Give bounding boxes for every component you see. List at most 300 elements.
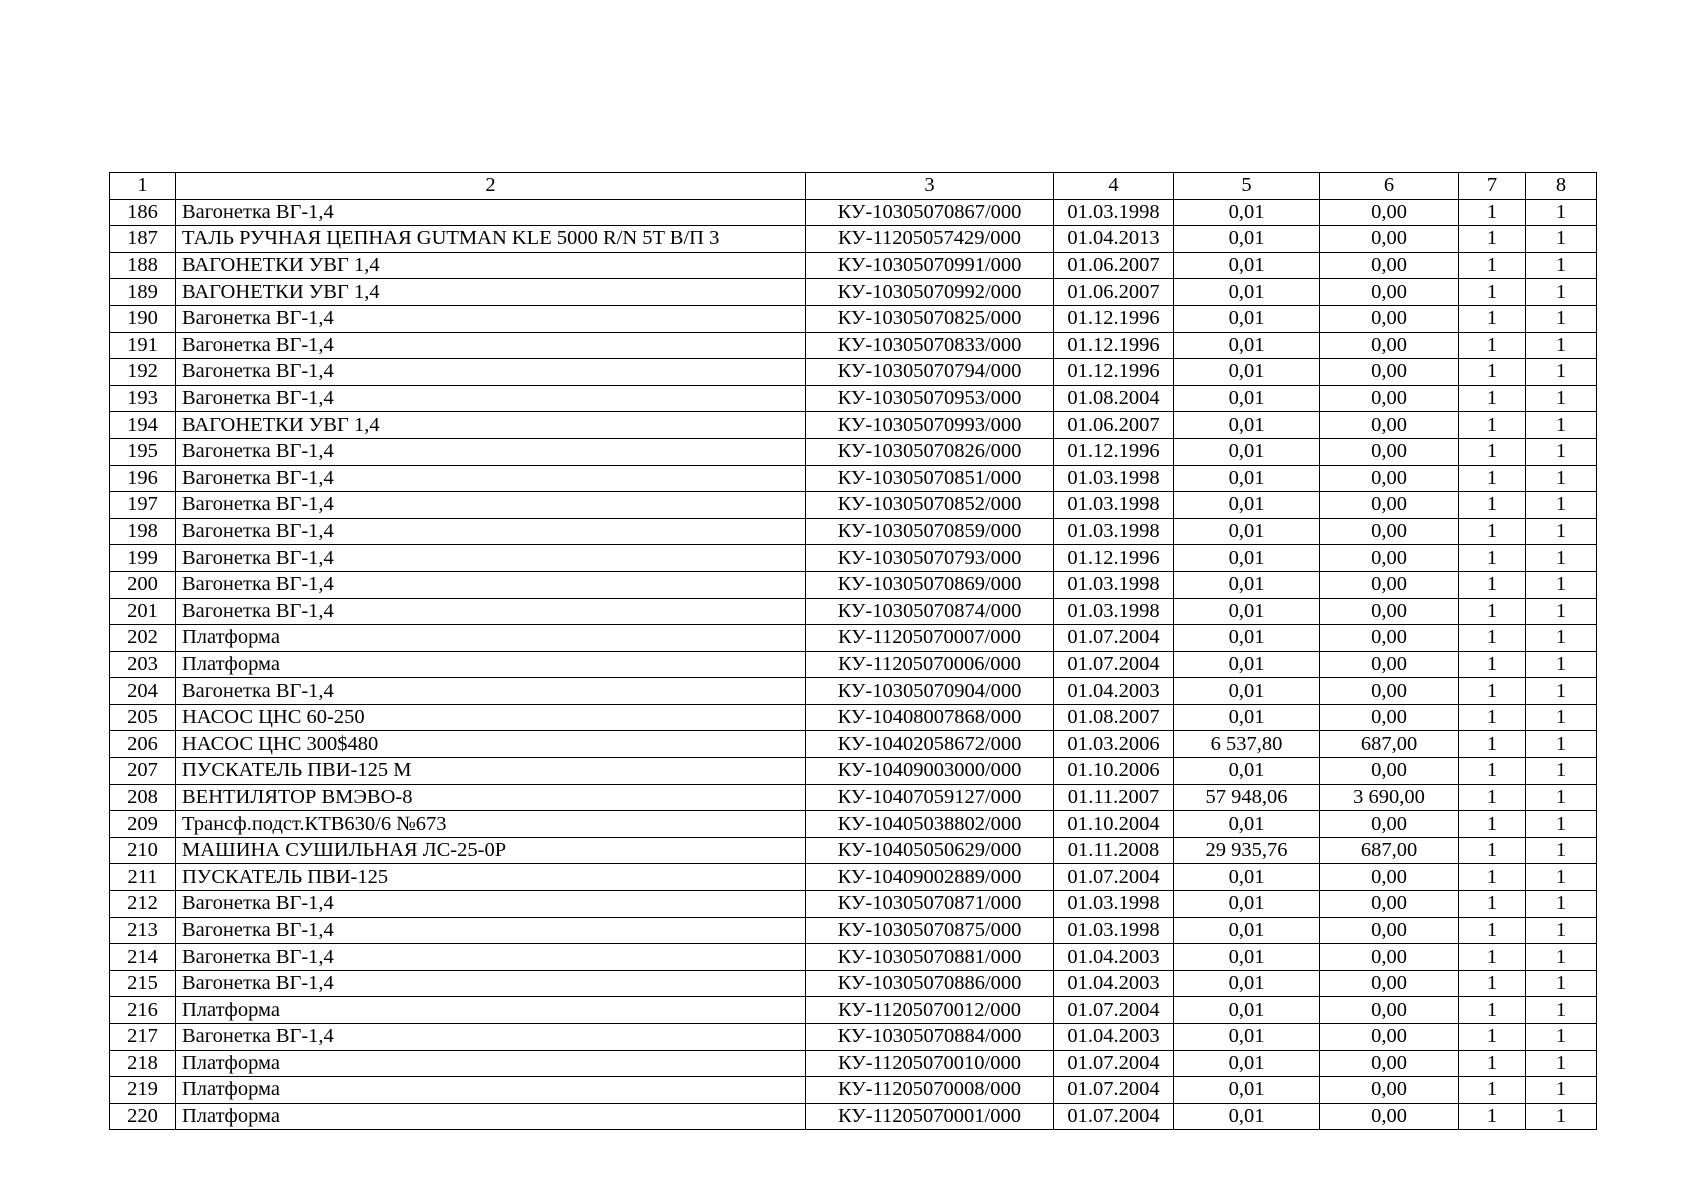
cell-residual-cost: 0,00 (1320, 970, 1459, 997)
cell-initial-cost: 0,01 (1174, 305, 1320, 332)
cell-item-name: Платформа (176, 651, 806, 678)
cell-residual-cost: 3 690,00 (1320, 784, 1459, 811)
cell-item-name: Вагонетка ВГ-1,4 (176, 944, 806, 971)
cell-initial-cost: 0,01 (1174, 438, 1320, 465)
cell-item-name: ПУСКАТЕЛЬ ПВИ-125 М (176, 758, 806, 785)
cell-quantity: 1 (1459, 332, 1526, 359)
cell-inventory-code: КУ-10405050629/000 (806, 837, 1054, 864)
cell-row-number: 219 (110, 1077, 176, 1104)
cell-item-name: ВЕНТИЛЯТОР ВМЭВО-8 (176, 784, 806, 811)
cell-residual-cost: 0,00 (1320, 279, 1459, 306)
cell-date: 01.06.2007 (1054, 252, 1174, 279)
column-header: 2 (176, 173, 806, 200)
cell-row-number: 186 (110, 199, 176, 226)
cell-item-name: Платформа (176, 625, 806, 652)
cell-quantity: 1 (1459, 1024, 1526, 1051)
table-row (110, 545, 1597, 572)
cell-quantity-actual: 1 (1526, 864, 1597, 891)
column-header: 1 (110, 173, 176, 200)
cell-row-number: 220 (110, 1103, 176, 1130)
table-row (110, 598, 1597, 625)
table-body (110, 199, 1597, 1130)
cell-date: 01.04.2013 (1054, 226, 1174, 253)
cell-row-number: 196 (110, 465, 176, 492)
table-row (110, 784, 1597, 811)
cell-initial-cost: 0,01 (1174, 279, 1320, 306)
cell-row-number: 213 (110, 917, 176, 944)
cell-item-name: Вагонетка ВГ-1,4 (176, 438, 806, 465)
cell-quantity: 1 (1459, 545, 1526, 572)
cell-item-name: НАСОС ЦНС 300$480 (176, 731, 806, 758)
table-row (110, 651, 1597, 678)
cell-inventory-code: КУ-11205057429/000 (806, 226, 1054, 253)
cell-quantity: 1 (1459, 226, 1526, 253)
cell-quantity: 1 (1459, 784, 1526, 811)
cell-initial-cost: 0,01 (1174, 1024, 1320, 1051)
cell-residual-cost: 0,00 (1320, 252, 1459, 279)
cell-date: 01.06.2007 (1054, 412, 1174, 439)
cell-row-number: 205 (110, 704, 176, 731)
cell-quantity-actual: 1 (1526, 944, 1597, 971)
table-row (110, 1024, 1597, 1051)
cell-date: 01.03.1998 (1054, 571, 1174, 598)
column-header: 3 (806, 173, 1054, 200)
cell-date: 01.12.1996 (1054, 545, 1174, 572)
cell-quantity-actual: 1 (1526, 305, 1597, 332)
cell-item-name: Трансф.подст.КТВ630/6 №673 (176, 811, 806, 838)
table-row (110, 305, 1597, 332)
inventory-table (109, 172, 1597, 1130)
cell-inventory-code: КУ-10305070884/000 (806, 1024, 1054, 1051)
cell-initial-cost: 6 537,80 (1174, 731, 1320, 758)
cell-residual-cost: 0,00 (1320, 997, 1459, 1024)
cell-quantity-actual: 1 (1526, 731, 1597, 758)
cell-quantity-actual: 1 (1526, 970, 1597, 997)
table-row (110, 891, 1597, 918)
cell-inventory-code: КУ-10305070874/000 (806, 598, 1054, 625)
table-row (110, 864, 1597, 891)
cell-residual-cost: 0,00 (1320, 891, 1459, 918)
cell-item-name: НАСОС ЦНС 60-250 (176, 704, 806, 731)
cell-residual-cost: 687,00 (1320, 837, 1459, 864)
cell-item-name: Платформа (176, 1050, 806, 1077)
cell-item-name: Вагонетка ВГ-1,4 (176, 891, 806, 918)
cell-initial-cost: 0,01 (1174, 492, 1320, 519)
cell-item-name: Платформа (176, 997, 806, 1024)
cell-item-name: Вагонетка ВГ-1,4 (176, 518, 806, 545)
cell-residual-cost: 0,00 (1320, 412, 1459, 439)
cell-inventory-code: КУ-10407059127/000 (806, 784, 1054, 811)
cell-initial-cost: 0,01 (1174, 1077, 1320, 1104)
cell-item-name: ВАГОНЕТКИ УВГ 1,4 (176, 412, 806, 439)
cell-row-number: 187 (110, 226, 176, 253)
table-row (110, 944, 1597, 971)
cell-date: 01.04.2003 (1054, 1024, 1174, 1051)
cell-quantity: 1 (1459, 944, 1526, 971)
cell-quantity: 1 (1459, 917, 1526, 944)
cell-initial-cost: 29 935,76 (1174, 837, 1320, 864)
cell-inventory-code: КУ-10305070852/000 (806, 492, 1054, 519)
cell-inventory-code: КУ-10305070833/000 (806, 332, 1054, 359)
cell-inventory-code: КУ-10305070825/000 (806, 305, 1054, 332)
cell-initial-cost: 0,01 (1174, 704, 1320, 731)
table-row (110, 332, 1597, 359)
cell-date: 01.12.1996 (1054, 438, 1174, 465)
cell-inventory-code: КУ-10305070991/000 (806, 252, 1054, 279)
cell-item-name: Вагонетка ВГ-1,4 (176, 465, 806, 492)
cell-date: 01.03.1998 (1054, 492, 1174, 519)
column-header: 7 (1459, 173, 1526, 200)
cell-inventory-code: КУ-10305070875/000 (806, 917, 1054, 944)
cell-quantity: 1 (1459, 758, 1526, 785)
cell-quantity-actual: 1 (1526, 571, 1597, 598)
cell-quantity-actual: 1 (1526, 359, 1597, 386)
cell-residual-cost: 0,00 (1320, 305, 1459, 332)
cell-initial-cost: 0,01 (1174, 598, 1320, 625)
cell-quantity-actual: 1 (1526, 199, 1597, 226)
cell-quantity-actual: 1 (1526, 784, 1597, 811)
cell-quantity-actual: 1 (1526, 412, 1597, 439)
cell-quantity: 1 (1459, 704, 1526, 731)
cell-row-number: 214 (110, 944, 176, 971)
cell-row-number: 201 (110, 598, 176, 625)
cell-inventory-code: КУ-10305070953/000 (806, 385, 1054, 412)
cell-item-name: Вагонетка ВГ-1,4 (176, 305, 806, 332)
cell-date: 01.10.2004 (1054, 811, 1174, 838)
cell-quantity: 1 (1459, 625, 1526, 652)
cell-item-name: МАШИНА СУШИЛЬНАЯ ЛС-25-0Р (176, 837, 806, 864)
cell-initial-cost: 0,01 (1174, 651, 1320, 678)
cell-inventory-code: КУ-10402058672/000 (806, 731, 1054, 758)
cell-inventory-code: КУ-10305070851/000 (806, 465, 1054, 492)
cell-date: 01.11.2008 (1054, 837, 1174, 864)
cell-inventory-code: КУ-10305070794/000 (806, 359, 1054, 386)
cell-item-name: Вагонетка ВГ-1,4 (176, 678, 806, 705)
cell-quantity-actual: 1 (1526, 837, 1597, 864)
table-row (110, 758, 1597, 785)
cell-quantity: 1 (1459, 731, 1526, 758)
table-row (110, 678, 1597, 705)
table-row (110, 731, 1597, 758)
cell-residual-cost: 0,00 (1320, 1024, 1459, 1051)
cell-item-name: ВАГОНЕТКИ УВГ 1,4 (176, 279, 806, 306)
cell-quantity: 1 (1459, 1077, 1526, 1104)
cell-initial-cost: 0,01 (1174, 678, 1320, 705)
cell-date: 01.03.1998 (1054, 518, 1174, 545)
table-row (110, 385, 1597, 412)
cell-date: 01.08.2004 (1054, 385, 1174, 412)
cell-item-name: Вагонетка ВГ-1,4 (176, 385, 806, 412)
cell-quantity: 1 (1459, 571, 1526, 598)
cell-quantity-actual: 1 (1526, 252, 1597, 279)
cell-item-name: Вагонетка ВГ-1,4 (176, 970, 806, 997)
cell-quantity-actual: 1 (1526, 1077, 1597, 1104)
table-row (110, 518, 1597, 545)
cell-row-number: 200 (110, 571, 176, 598)
cell-initial-cost: 0,01 (1174, 571, 1320, 598)
cell-quantity: 1 (1459, 837, 1526, 864)
cell-row-number: 208 (110, 784, 176, 811)
table-row (110, 837, 1597, 864)
table-row (110, 917, 1597, 944)
cell-inventory-code: КУ-10305070992/000 (806, 279, 1054, 306)
cell-initial-cost: 0,01 (1174, 412, 1320, 439)
cell-inventory-code: КУ-11205070007/000 (806, 625, 1054, 652)
cell-item-name: Платформа (176, 1103, 806, 1130)
cell-residual-cost: 0,00 (1320, 518, 1459, 545)
cell-quantity-actual: 1 (1526, 1024, 1597, 1051)
cell-residual-cost: 0,00 (1320, 1077, 1459, 1104)
cell-initial-cost: 0,01 (1174, 944, 1320, 971)
cell-date: 01.04.2003 (1054, 678, 1174, 705)
cell-inventory-code: КУ-10305070867/000 (806, 199, 1054, 226)
cell-row-number: 218 (110, 1050, 176, 1077)
cell-residual-cost: 0,00 (1320, 758, 1459, 785)
cell-quantity: 1 (1459, 518, 1526, 545)
table-row (110, 438, 1597, 465)
cell-date: 01.07.2004 (1054, 997, 1174, 1024)
cell-date: 01.07.2004 (1054, 1103, 1174, 1130)
cell-date: 01.03.1998 (1054, 465, 1174, 492)
cell-date: 01.10.2006 (1054, 758, 1174, 785)
table-row (110, 997, 1597, 1024)
cell-initial-cost: 0,01 (1174, 758, 1320, 785)
cell-inventory-code: КУ-10305070904/000 (806, 678, 1054, 705)
table-row (110, 1077, 1597, 1104)
cell-date: 01.07.2004 (1054, 864, 1174, 891)
cell-initial-cost: 57 948,06 (1174, 784, 1320, 811)
cell-residual-cost: 0,00 (1320, 359, 1459, 386)
cell-initial-cost: 0,01 (1174, 252, 1320, 279)
cell-row-number: 203 (110, 651, 176, 678)
cell-date: 01.03.1998 (1054, 891, 1174, 918)
cell-residual-cost: 0,00 (1320, 651, 1459, 678)
cell-inventory-code: КУ-11205070008/000 (806, 1077, 1054, 1104)
column-header: 4 (1054, 173, 1174, 200)
cell-item-name: Вагонетка ВГ-1,4 (176, 917, 806, 944)
cell-row-number: 192 (110, 359, 176, 386)
cell-quantity-actual: 1 (1526, 678, 1597, 705)
cell-row-number: 212 (110, 891, 176, 918)
cell-initial-cost: 0,01 (1174, 545, 1320, 572)
cell-item-name: Вагонетка ВГ-1,4 (176, 199, 806, 226)
cell-quantity-actual: 1 (1526, 465, 1597, 492)
cell-item-name: Платформа (176, 1077, 806, 1104)
cell-inventory-code: КУ-10408007868/000 (806, 704, 1054, 731)
cell-quantity-actual: 1 (1526, 811, 1597, 838)
cell-item-name: Вагонетка ВГ-1,4 (176, 598, 806, 625)
cell-residual-cost: 0,00 (1320, 571, 1459, 598)
cell-quantity-actual: 1 (1526, 545, 1597, 572)
cell-initial-cost: 0,01 (1174, 359, 1320, 386)
cell-row-number: 190 (110, 305, 176, 332)
cell-quantity: 1 (1459, 598, 1526, 625)
cell-residual-cost: 0,00 (1320, 332, 1459, 359)
cell-quantity: 1 (1459, 1103, 1526, 1130)
cell-inventory-code: КУ-10405038802/000 (806, 811, 1054, 838)
cell-initial-cost: 0,01 (1174, 864, 1320, 891)
cell-residual-cost: 0,00 (1320, 811, 1459, 838)
cell-date: 01.12.1996 (1054, 359, 1174, 386)
cell-initial-cost: 0,01 (1174, 518, 1320, 545)
table-header-row (110, 173, 1597, 200)
table-row (110, 226, 1597, 253)
table-row (110, 359, 1597, 386)
cell-quantity: 1 (1459, 465, 1526, 492)
cell-row-number: 194 (110, 412, 176, 439)
cell-row-number: 195 (110, 438, 176, 465)
cell-date: 01.07.2004 (1054, 625, 1174, 652)
cell-row-number: 193 (110, 385, 176, 412)
cell-row-number: 204 (110, 678, 176, 705)
cell-initial-cost: 0,01 (1174, 465, 1320, 492)
cell-row-number: 191 (110, 332, 176, 359)
cell-quantity-actual: 1 (1526, 758, 1597, 785)
cell-inventory-code: КУ-11205070006/000 (806, 651, 1054, 678)
cell-residual-cost: 0,00 (1320, 678, 1459, 705)
cell-quantity: 1 (1459, 997, 1526, 1024)
cell-date: 01.04.2003 (1054, 970, 1174, 997)
cell-quantity-actual: 1 (1526, 385, 1597, 412)
cell-residual-cost: 0,00 (1320, 598, 1459, 625)
cell-residual-cost: 0,00 (1320, 545, 1459, 572)
cell-quantity-actual: 1 (1526, 891, 1597, 918)
cell-quantity-actual: 1 (1526, 1050, 1597, 1077)
cell-residual-cost: 0,00 (1320, 385, 1459, 412)
cell-quantity: 1 (1459, 279, 1526, 306)
cell-inventory-code: КУ-11205070012/000 (806, 997, 1054, 1024)
table-row (110, 1050, 1597, 1077)
cell-quantity: 1 (1459, 891, 1526, 918)
cell-item-name: Вагонетка ВГ-1,4 (176, 332, 806, 359)
cell-quantity: 1 (1459, 252, 1526, 279)
cell-residual-cost: 0,00 (1320, 625, 1459, 652)
table-row (110, 492, 1597, 519)
cell-date: 01.03.1998 (1054, 199, 1174, 226)
table-row (110, 970, 1597, 997)
cell-initial-cost: 0,01 (1174, 199, 1320, 226)
cell-quantity-actual: 1 (1526, 997, 1597, 1024)
cell-residual-cost: 0,00 (1320, 199, 1459, 226)
cell-quantity-actual: 1 (1526, 651, 1597, 678)
cell-row-number: 197 (110, 492, 176, 519)
cell-date: 01.07.2004 (1054, 1077, 1174, 1104)
cell-initial-cost: 0,01 (1174, 997, 1320, 1024)
cell-row-number: 209 (110, 811, 176, 838)
cell-initial-cost: 0,01 (1174, 891, 1320, 918)
cell-item-name: Вагонетка ВГ-1,4 (176, 545, 806, 572)
cell-residual-cost: 0,00 (1320, 917, 1459, 944)
cell-inventory-code: КУ-11205070001/000 (806, 1103, 1054, 1130)
cell-item-name: ВАГОНЕТКИ УВГ 1,4 (176, 252, 806, 279)
cell-initial-cost: 0,01 (1174, 332, 1320, 359)
cell-quantity: 1 (1459, 305, 1526, 332)
table-row (110, 279, 1597, 306)
cell-inventory-code: КУ-10305070886/000 (806, 970, 1054, 997)
cell-inventory-code: КУ-10305070881/000 (806, 944, 1054, 971)
cell-inventory-code: КУ-10305070826/000 (806, 438, 1054, 465)
cell-item-name: Вагонетка ВГ-1,4 (176, 1024, 806, 1051)
cell-row-number: 189 (110, 279, 176, 306)
cell-initial-cost: 0,01 (1174, 917, 1320, 944)
cell-quantity-actual: 1 (1526, 598, 1597, 625)
cell-quantity: 1 (1459, 651, 1526, 678)
cell-date: 01.07.2004 (1054, 1050, 1174, 1077)
cell-row-number: 198 (110, 518, 176, 545)
cell-inventory-code: КУ-11205070010/000 (806, 1050, 1054, 1077)
cell-inventory-code: КУ-10305070859/000 (806, 518, 1054, 545)
cell-row-number: 206 (110, 731, 176, 758)
cell-inventory-code: КУ-10409002889/000 (806, 864, 1054, 891)
cell-item-name: ТАЛЬ РУЧНАЯ ЦЕПНАЯ GUTMAN KLE 5000 R/N 5T В/П 3 (176, 226, 806, 253)
cell-inventory-code: КУ-10305070993/000 (806, 412, 1054, 439)
cell-quantity: 1 (1459, 438, 1526, 465)
cell-date: 01.06.2007 (1054, 279, 1174, 306)
cell-date: 01.03.1998 (1054, 917, 1174, 944)
cell-quantity: 1 (1459, 1050, 1526, 1077)
cell-date: 01.12.1996 (1054, 305, 1174, 332)
cell-inventory-code: КУ-10305070871/000 (806, 891, 1054, 918)
cell-row-number: 188 (110, 252, 176, 279)
table-row (110, 1103, 1597, 1130)
cell-quantity: 1 (1459, 412, 1526, 439)
column-header: 5 (1174, 173, 1320, 200)
cell-item-name: Вагонетка ВГ-1,4 (176, 359, 806, 386)
cell-row-number: 215 (110, 970, 176, 997)
cell-row-number: 217 (110, 1024, 176, 1051)
cell-residual-cost: 0,00 (1320, 226, 1459, 253)
cell-quantity-actual: 1 (1526, 518, 1597, 545)
cell-residual-cost: 0,00 (1320, 438, 1459, 465)
cell-quantity-actual: 1 (1526, 917, 1597, 944)
table-row (110, 811, 1597, 838)
cell-residual-cost: 0,00 (1320, 1050, 1459, 1077)
cell-initial-cost: 0,01 (1174, 385, 1320, 412)
cell-date: 01.08.2007 (1054, 704, 1174, 731)
cell-residual-cost: 0,00 (1320, 864, 1459, 891)
cell-row-number: 199 (110, 545, 176, 572)
cell-row-number: 216 (110, 997, 176, 1024)
cell-item-name: Вагонетка ВГ-1,4 (176, 571, 806, 598)
cell-quantity-actual: 1 (1526, 704, 1597, 731)
table-row (110, 571, 1597, 598)
cell-date: 01.12.1996 (1054, 332, 1174, 359)
table-row (110, 704, 1597, 731)
cell-row-number: 211 (110, 864, 176, 891)
cell-quantity-actual: 1 (1526, 226, 1597, 253)
cell-item-name: ПУСКАТЕЛЬ ПВИ-125 (176, 864, 806, 891)
cell-date: 01.03.2006 (1054, 731, 1174, 758)
cell-date: 01.03.1998 (1054, 598, 1174, 625)
cell-initial-cost: 0,01 (1174, 811, 1320, 838)
cell-residual-cost: 687,00 (1320, 731, 1459, 758)
cell-inventory-code: КУ-10305070793/000 (806, 545, 1054, 572)
cell-quantity-actual: 1 (1526, 438, 1597, 465)
cell-quantity: 1 (1459, 864, 1526, 891)
cell-quantity: 1 (1459, 359, 1526, 386)
cell-initial-cost: 0,01 (1174, 970, 1320, 997)
cell-quantity: 1 (1459, 811, 1526, 838)
cell-quantity: 1 (1459, 970, 1526, 997)
cell-residual-cost: 0,00 (1320, 1103, 1459, 1130)
cell-residual-cost: 0,00 (1320, 944, 1459, 971)
cell-quantity-actual: 1 (1526, 625, 1597, 652)
cell-quantity-actual: 1 (1526, 1103, 1597, 1130)
cell-row-number: 207 (110, 758, 176, 785)
table-row (110, 199, 1597, 226)
cell-date: 01.04.2003 (1054, 944, 1174, 971)
cell-quantity: 1 (1459, 199, 1526, 226)
